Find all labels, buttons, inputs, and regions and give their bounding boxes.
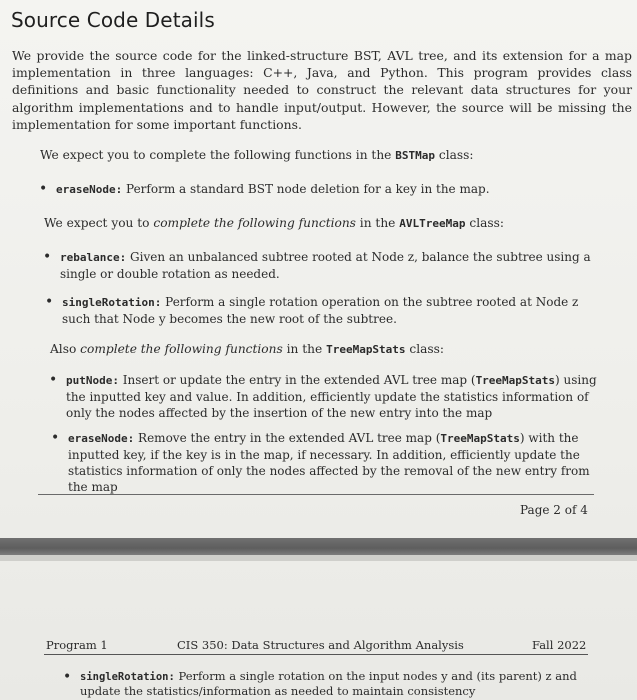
- function-name: singleRotation:: [80, 671, 175, 683]
- bullet-dot: •: [63, 669, 72, 685]
- next-page-header-rule: [44, 654, 588, 655]
- function-name: eraseNode:: [56, 183, 123, 196]
- bullet-stats-erasenode: • eraseNode: Remove the entry in the extended AVL tree map (TreeMapStats) with the inputted key, if the key is in the map, if necessary. In addition, efficiently update the statistics information of only the nodes affected by the removal of the new entry from the map: [51, 430, 590, 494]
- page-gap: [0, 538, 637, 555]
- avl-lead: We expect you to complete the following functions in the AVLTreeMap class:: [44, 216, 504, 230]
- next-page-header-right: Fall 2022: [532, 638, 587, 652]
- bullet-dot: •: [49, 372, 58, 388]
- bullet-avl-singlerotation: • singleRotation: Perform a single rotation operation on the subtree rooted at Node z such that Node y becomes the new root of the subtree.: [45, 294, 579, 326]
- section-title: Source Code Details: [11, 8, 215, 32]
- bullet-dot: •: [45, 294, 54, 310]
- bullet-dot: •: [39, 181, 48, 197]
- bullet-stats-putnode: • putNode: Insert or update the entry in the extended AVL tree map (TreeMapStats) using the inputted key and value. In addition, efficiently update the statistics information of only the nodes affected by the insertion of the new entry into the map: [49, 372, 597, 420]
- bstmap-lead: We expect you to complete the following functions in the BSTMap class:: [40, 148, 474, 162]
- function-name: putNode:: [66, 374, 119, 387]
- function-name: singleRotation:: [62, 296, 162, 309]
- next-page-header-center: CIS 350: Data Structures and Algorithm Analysis: [177, 638, 464, 652]
- function-name: rebalance:: [60, 251, 127, 264]
- next-page-header-left: Program 1: [46, 638, 108, 652]
- bullet-dot: •: [51, 430, 60, 446]
- intro-paragraph: We provide the source code for the linked-structure BST, AVL tree, and its extension for a map implementation in three languages: C++, Java, and Python. This program provides class definitions and basic functionality needed to construct the relevant data structures for your algorithm implementations and to handle input/output. However, the source will be missing the implementation for some important functions.: [12, 48, 632, 132]
- stats-lead: Also complete the following functions in the TreeMapStats class:: [50, 342, 445, 356]
- footer-rule: [38, 494, 594, 495]
- page-number: Page 2 of 4: [520, 503, 588, 517]
- bullet-bstmap-erasenode: • eraseNode: Perform a standard BST node deletion for a key in the map.: [39, 181, 490, 197]
- function-name: eraseNode:: [68, 432, 135, 445]
- bullet-dot: •: [43, 249, 52, 265]
- page-gap-shadow: [0, 555, 637, 561]
- bullet-next-singlerotation: • singleRotation: Perform a single rotation on the input nodes y and (its parent) z and update the statistics/information as needed to maintain consistency: [63, 669, 577, 698]
- bullet-avl-rebalance: • rebalance: Given an unbalanced subtree rooted at Node z, balance the subtree using a single or double rotation as needed.: [43, 249, 591, 281]
